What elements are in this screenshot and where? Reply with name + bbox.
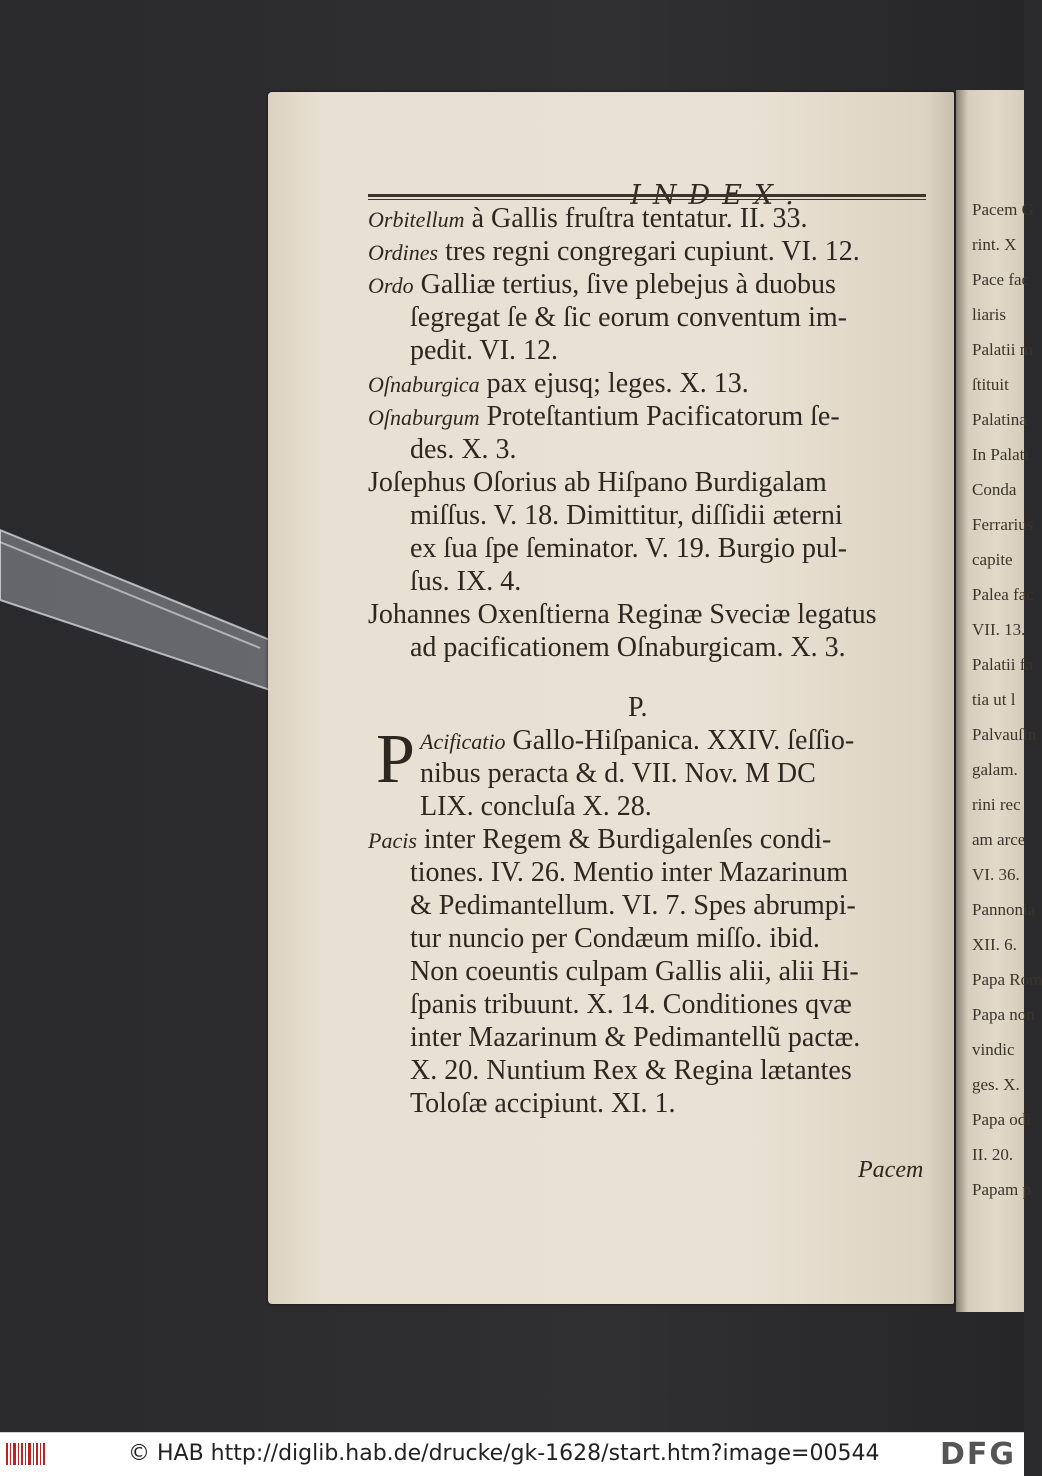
lemma: Oſnaburgica (368, 372, 480, 397)
lemma: Ordo (368, 273, 414, 298)
entry-line (368, 433, 934, 466)
entry-line (368, 235, 934, 268)
index-entry (368, 598, 934, 664)
facing-page-fragment: capite (972, 550, 1013, 569)
entry-line-text: Orbitellum à Gallis fruſtra tentatur. II. 33. (368, 203, 808, 234)
index-entry (368, 823, 934, 1120)
entry-line (368, 400, 934, 433)
entry-line-text: tur nuncio per Condæum miſſo. ibid. (410, 923, 820, 954)
facing-page-fragment: VII. 13. (972, 620, 1026, 639)
barcode-icon (6, 1439, 46, 1469)
facing-page-fragment: tia ut l (972, 690, 1016, 709)
entry-line-text: ſpanis tribuunt. X. 14. Conditiones qvæ (410, 989, 852, 1020)
index-entries-p (368, 721, 934, 1120)
facing-page-fragment: XII. 6. (972, 935, 1017, 954)
facing-page-fragment: rint. X (972, 235, 1017, 254)
entry-line-text: nibus peracta & d. VII. Nov. M DC (420, 758, 816, 789)
entry-line (368, 268, 934, 301)
entry-line-text: Acificatio Gallo-Hiſpanica. XXIV. ſeſſio- (420, 725, 855, 756)
facing-page-fragment: Pace fac (972, 270, 1030, 289)
dfg-logo: DFG (939, 1437, 1016, 1472)
facing-page-fragment: Papa odi (972, 1110, 1032, 1129)
facing-page-fragment: Conda (972, 480, 1017, 499)
facing-page-fragment: rini rec (972, 795, 1021, 814)
viewer-footer (0, 1432, 1024, 1476)
entry-line (368, 532, 934, 565)
entry-line-text: ad pacificationem Oſnaburgicam. X. 3. (410, 632, 846, 663)
facing-page-fragment: Pacem G (972, 200, 1034, 219)
index-entry (368, 721, 934, 823)
facing-page-fragment: Papa Rom (972, 970, 1042, 989)
facing-page-fragment: Palvauſin (972, 725, 1037, 744)
lemma: Orbitellum (368, 207, 465, 232)
index-entry (368, 202, 934, 235)
lemma: Oſnaburgum (368, 405, 480, 430)
index-entries-o (368, 202, 934, 664)
entry-line (368, 955, 934, 988)
facing-page-fragment: Palatina (972, 410, 1027, 429)
copyright-link[interactable]: © HAB http://diglib.hab.de/drucke/gk-1628/start.htm?image=00544 (128, 1441, 880, 1466)
entry-line-text: ſegregat ſe & ſic eorum conventum im- (410, 302, 847, 333)
entry-line-text: Pacis inter Regem & Burdigalenſes condi- (368, 824, 832, 855)
entry-line (368, 334, 934, 367)
facing-page-fragment: Palea fac (972, 585, 1034, 604)
entry-line-text: Joſephus Oſorius ab Hiſpano Burdigalam (368, 467, 827, 498)
facing-page-fragment: Pannonia (972, 900, 1036, 919)
section-letter: P. (628, 692, 648, 723)
entry-line-text: Johannes Oxenſtierna Reginæ Sveciæ legatus (368, 599, 877, 630)
facing-page-fragment: II. 20. (972, 1145, 1014, 1164)
entry-line-text: & Pedimantellum. VI. 7. Spes abrumpi- (410, 890, 856, 921)
lemma: Acificatio (420, 729, 506, 754)
facing-page-fragment: ſtituit (972, 375, 1009, 394)
index-entry (368, 400, 934, 466)
facing-page-fragment: Papam p (972, 1180, 1032, 1199)
facing-page-fragment: vindic (972, 1040, 1015, 1059)
entry-line-text: ſus. IX. 4. (410, 566, 522, 597)
entry-line (368, 1087, 934, 1120)
lemma: Ordines (368, 240, 439, 265)
index-entry (368, 367, 934, 400)
entry-line-text: ex ſua ſpe ſeminator. V. 19. Burgio pul- (410, 533, 848, 564)
book-page (268, 92, 954, 1304)
entry-line-text: Oſnaburgum Proteſtantium Pacificatorum ſe- (368, 401, 840, 432)
index-entry (368, 268, 934, 367)
header-rule (368, 194, 926, 197)
drop-capital: P (376, 721, 415, 798)
entry-line (368, 823, 934, 856)
facing-page-fragment: VI. 36. (972, 865, 1020, 884)
entry-line (368, 1054, 934, 1087)
entry-line (368, 790, 934, 823)
entry-line (368, 598, 934, 631)
entry-line (368, 889, 934, 922)
entry-line-text: inter Mazarinum & Pedimantellũ pactæ. (410, 1022, 861, 1053)
entry-line-text: des. X. 3. (410, 434, 517, 465)
facing-page-fragment: am arce (972, 830, 1026, 849)
entry-line-text: Non coeuntis culpam Gallis alii, alii Hi- (410, 956, 859, 987)
facing-page-fragment: liaris (972, 305, 1006, 324)
entry-line-text: miſſus. V. 18. Dimittitur, diſſidii æterni (410, 500, 843, 531)
entry-line (368, 367, 934, 400)
entry-line (368, 757, 934, 790)
facing-page-edge (956, 90, 1042, 1312)
facing-page-fragment: Ferrarius (972, 515, 1034, 534)
entry-line-text: tiones. IV. 26. Mentio inter Mazarinum (410, 857, 849, 888)
entry-line-text: pedit. VI. 12. (410, 335, 559, 366)
entry-line-text: Oſnaburgica pax ejusq; leges. X. 13. (368, 368, 749, 399)
entry-line (368, 724, 934, 757)
index-entry (368, 235, 934, 268)
entry-line-text: Toloſæ accipiunt. XI. 1. (410, 1088, 676, 1119)
entry-line (368, 301, 934, 334)
facing-page-fragment: Palatii m (972, 340, 1033, 359)
entry-line-text: X. 20. Nuntium Rex & Regina lætantes (410, 1055, 852, 1086)
entry-line (368, 856, 934, 889)
entry-line-text: Ordo Galliæ tertius, ſive plebejus à duobus (368, 269, 836, 300)
entry-line (368, 922, 934, 955)
entry-line (368, 565, 934, 598)
entry-line (368, 631, 934, 664)
catchword: Pacem (858, 1157, 924, 1183)
facing-page-fragment: galam. (972, 760, 1018, 779)
entry-line-text: LIX. concluſa X. 28. (420, 791, 652, 822)
facing-page-fragment: In Palati (972, 445, 1030, 464)
facing-page-fragment: ges. X. (972, 1075, 1020, 1094)
entry-line (368, 202, 934, 235)
entry-line (368, 499, 934, 532)
entry-line (368, 1021, 934, 1054)
entry-line (368, 466, 934, 499)
entry-line (368, 988, 934, 1021)
lemma: Pacis (368, 828, 417, 853)
header-rule-thin (368, 199, 926, 200)
facing-page-fragment: Papa non (972, 1005, 1035, 1024)
entry-line-text: Ordines tres regni congregari cupiunt. VI. 12. (368, 236, 860, 267)
index-entry (368, 466, 934, 598)
facing-page-fragment: Palatii fa (972, 655, 1033, 674)
